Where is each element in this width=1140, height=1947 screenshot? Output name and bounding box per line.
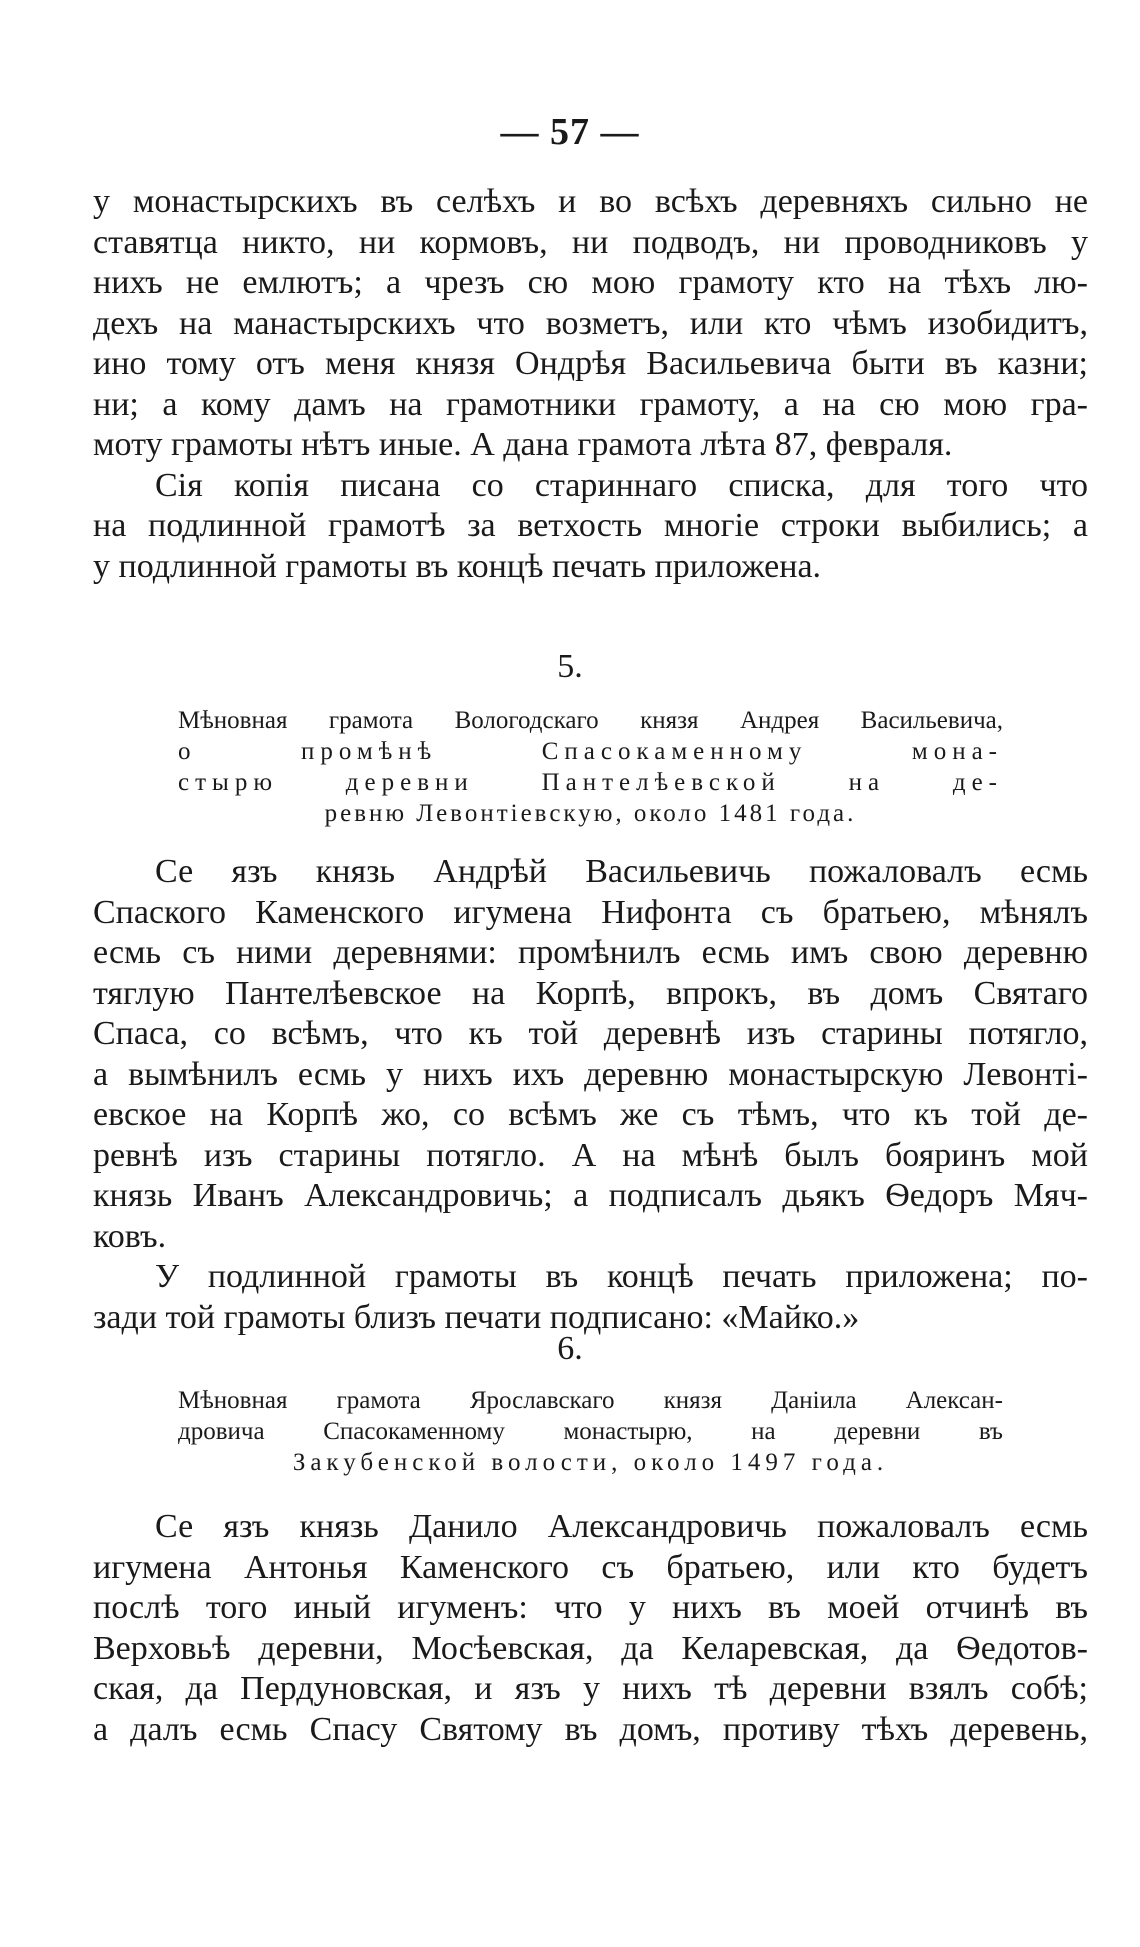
text-line: есмь съ ними деревнями: промѣнилъ есмь имъ свою деревню (93, 934, 1088, 971)
text-line: Спаского Каменского игумена Нифонта съ братьею, мѣнялъ (93, 893, 1088, 931)
paragraph-1 (93, 182, 1088, 587)
text-line: ковъ. (93, 1217, 167, 1255)
text-line: Се язъ князь Данило Александровичь пожаловалъ есмь (155, 1508, 1088, 1545)
text-line: У подлинной грамоты въ концѣ печать приложена; по- (155, 1258, 1088, 1295)
section-heading (178, 1385, 1003, 1478)
heading-line: ревню Левонтіевскую, около 1481 года. (324, 800, 857, 827)
text-line: евское на Корпѣ жо, со всѣмъ же съ тѣмъ, что къ той де- (93, 1096, 1088, 1133)
text-line: Верховьѣ деревни, Мосѣевская, да Келаревская, да Ѳедотов- (93, 1629, 1088, 1667)
text-line: на подлинной грамотѣ за ветхость многіе строки выбились; а (93, 507, 1088, 544)
section-number: 6. (557, 1330, 583, 1367)
text-line: ставятца никто, ни кормовъ, ни подводъ, ни проводниковъ у (93, 223, 1088, 261)
text-line: послѣ того иный игуменъ: что у нихъ въ моей отчинѣ въ (93, 1589, 1088, 1626)
text-line: ино тому отъ меня князя Ондрѣя Васильевича быти въ казни; (93, 345, 1088, 382)
text-line: Сія копія писана со стариннаго списка, для того что (155, 466, 1088, 504)
text-line: князь Иванъ Александровичь; а подписалъ дьякъ Ѳедоръ Мяч- (93, 1177, 1088, 1214)
heading-line: дровича Спасокаменному монастырю, на деревни въ (178, 1418, 1003, 1445)
heading-line: Закубенской волости, около 1497 года. (292, 1449, 889, 1476)
text-line: ревнѣ изъ старины потягло. А на мѣнѣ былъ бояринъ мой (93, 1136, 1088, 1174)
text-line: Спаса, со всѣмъ, что къ той деревнѣ изъ старины потягло, (93, 1015, 1088, 1052)
text-line: у подлинной грамоты въ концѣ печать приложена. (93, 547, 822, 585)
text-line: а вымѣнилъ есмь у нихъ ихъ деревню монастырскую Левонті- (93, 1055, 1088, 1093)
text-line: Се язъ князь Андрѣй Васильевичь пожаловалъ есмь (155, 853, 1088, 890)
page-number: — 57 — (500, 111, 640, 153)
text-line: зади той грамоты близъ печати подписано: «Майко.» (93, 1298, 860, 1336)
section-heading (178, 705, 1003, 829)
heading-line: о промѣнѣ Спасокаменному мона- (178, 738, 1003, 765)
text-line: нихъ не емлютъ; а чрезъ сю мою грамоту кто на тѣхъ лю- (93, 264, 1088, 301)
section-number: 5. (557, 648, 583, 685)
text-line: игумена Антонья Каменского съ братьею, или кто будетъ (93, 1548, 1088, 1586)
heading-line: стырю деревни Пантелѣевской на де- (178, 769, 1003, 796)
text-line: а далъ есмь Спасу Святому въ домъ, противу тѣхъ деревень, (93, 1710, 1088, 1748)
text-line: у монастырскихъ въ селѣхъ и во всѣхъ деревняхъ сильно не (93, 183, 1088, 220)
section-5-body (93, 852, 1088, 1338)
heading-line: Мѣновная грамота Вологодскаго князя Андрея Васильевича, (178, 707, 1003, 734)
text-line: дехъ на манастырскихъ что возметъ, или кто чѣмъ изобидитъ, (93, 304, 1088, 342)
section-6-body (93, 1507, 1088, 1750)
text-line: моту грамоты нѣтъ иные. А дана грамота лѣта 87, февраля. (93, 426, 953, 463)
text-line: ни; а кому дамъ на грамотники грамоту, а на сю мою гра- (93, 385, 1088, 423)
heading-line: Мѣновная грамота Ярославскаго князя Даніила Алексан- (178, 1387, 1003, 1414)
text-line: ская, да Пердуновская, и язъ у нихъ тѣ деревни взялъ собѣ; (93, 1670, 1088, 1707)
text-line: тяглую Пантелѣевское на Корпѣ, впрокъ, въ домъ Святаго (93, 974, 1088, 1012)
